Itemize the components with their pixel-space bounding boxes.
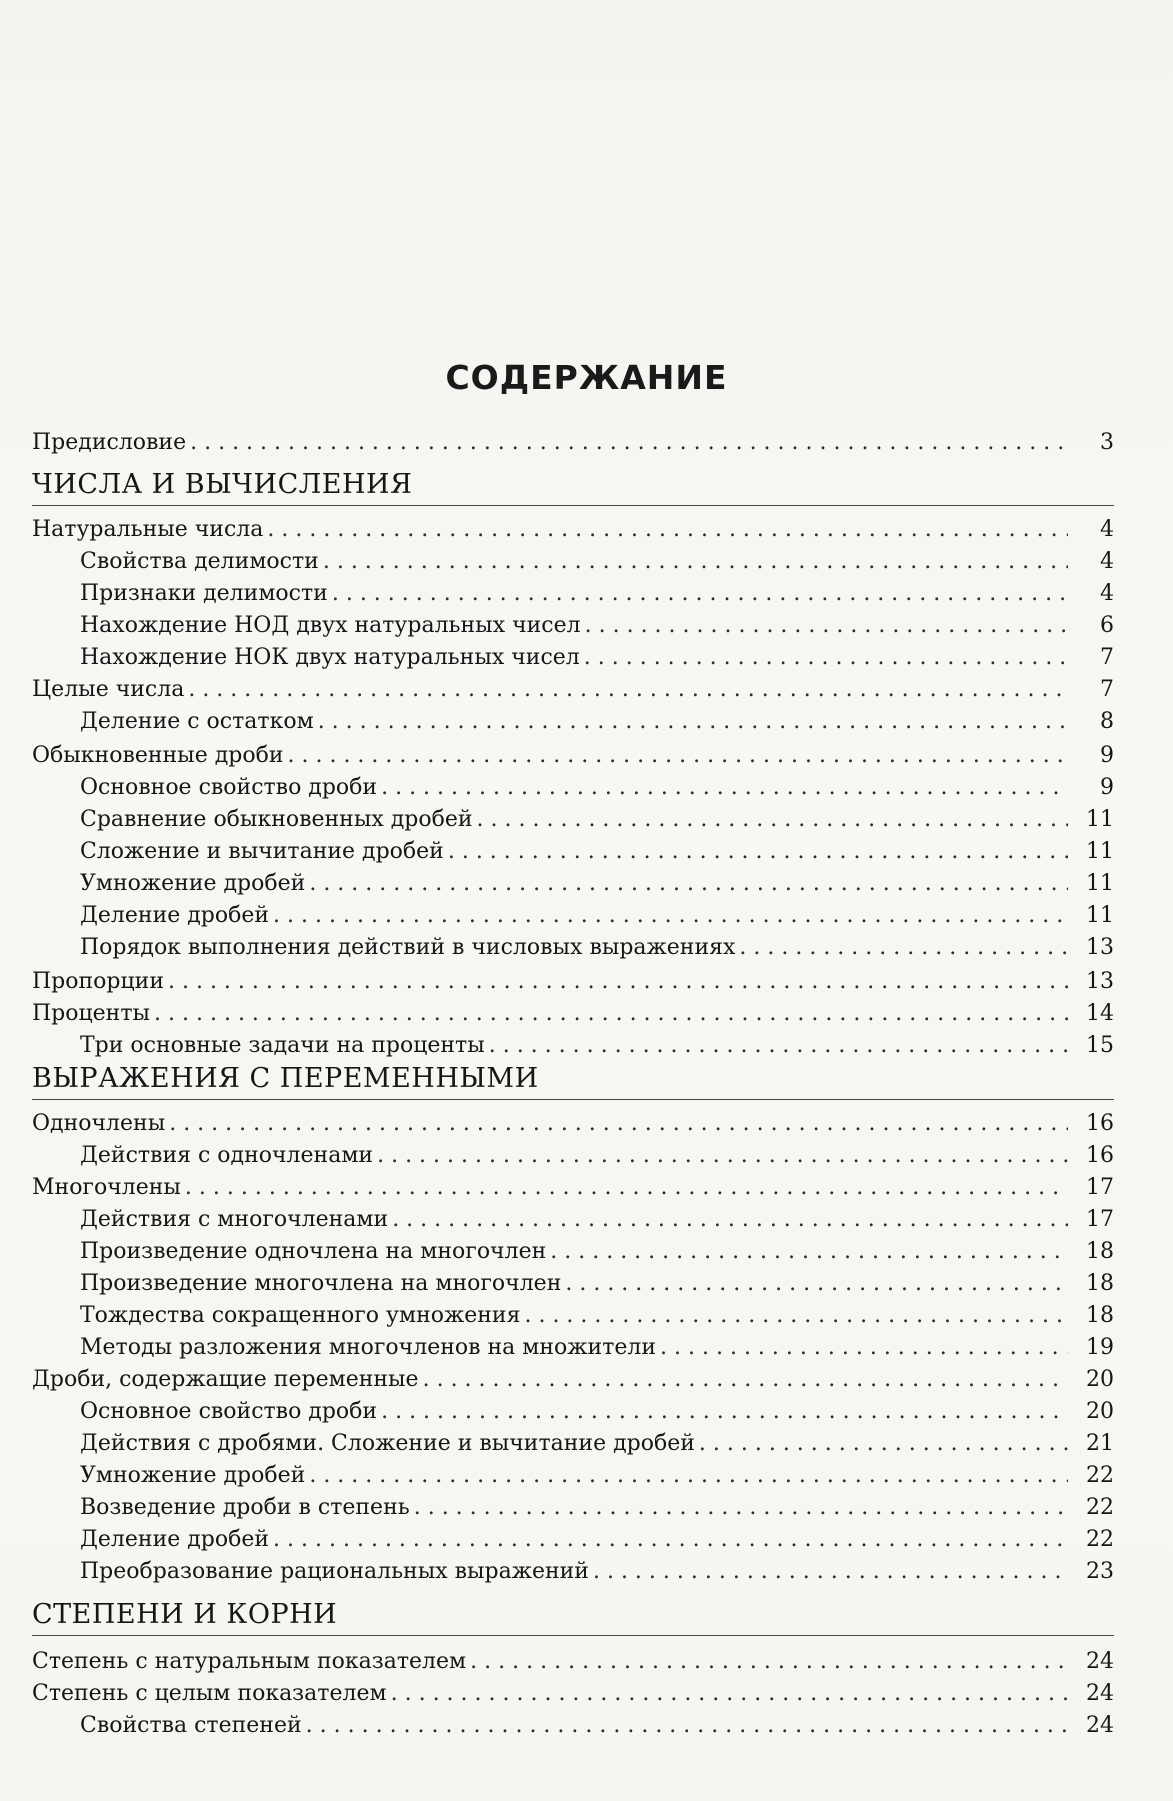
toc-entry-label: Умножение дробей [80,1463,306,1488]
section-divider [32,505,1114,506]
dot-leader [168,966,1068,998]
toc-entry[interactable] [80,772,1114,804]
toc-entry-label: Целые числа [32,677,185,702]
toc-entry-label: Деление с остатком [80,709,314,734]
toc-page-number: 13 [1086,969,1114,994]
dot-leader [288,740,1069,772]
toc-page-number: 13 [1086,935,1114,960]
toc-entry[interactable] [32,1172,1114,1204]
toc-page-number: 6 [1100,613,1114,638]
toc-entry-label: Действия с дробями. Сложение и вычитание дробей [80,1431,695,1456]
dot-leader [190,427,1068,459]
toc-entry[interactable] [80,1556,1114,1588]
dot-leader [584,642,1068,674]
toc-entry[interactable] [32,1108,1114,1140]
toc-entry-label: Методы разложения многочленов на множители [80,1335,657,1360]
toc-page-number: 3 [1100,430,1114,455]
toc-entry-label: Действия с многочленами [80,1207,389,1232]
toc-page-number: 24 [1086,1649,1114,1674]
toc-entry-label: Сложение и вычитание дробей [80,839,444,864]
section-heading: ЧИСЛА И ВЫЧИСЛЕНИЯ [32,469,413,500]
toc-entry[interactable] [32,998,1114,1030]
toc-page-number: 24 [1086,1713,1114,1738]
toc-page-number: 7 [1100,645,1114,670]
dot-leader [423,1364,1068,1396]
toc-page-number: 18 [1086,1303,1114,1328]
toc-entry[interactable] [80,578,1114,610]
toc-entry[interactable] [80,1332,1114,1364]
toc-entry-label: Свойства делимости [80,549,319,574]
dot-leader [267,514,1068,546]
toc-entry[interactable] [80,1030,1114,1062]
dot-leader [188,674,1068,706]
toc-entry-label: Степень с натуральным показателем [32,1649,467,1674]
toc-page-number: 19 [1086,1335,1114,1360]
toc-page-number: 21 [1086,1431,1114,1456]
dot-leader [414,1492,1068,1524]
toc-page-number: 18 [1086,1239,1114,1264]
toc-entry[interactable] [80,1396,1114,1428]
section-divider [32,1635,1114,1636]
toc-page-number: 22 [1086,1527,1114,1552]
toc-entry[interactable] [80,642,1114,674]
dot-leader [169,1108,1068,1140]
dot-leader [391,1678,1068,1710]
toc-entry-label: Тождества сокращенного умножения [80,1303,521,1328]
toc-entry[interactable] [80,1492,1114,1524]
toc-entry-label: Свойства степеней [80,1713,302,1738]
toc-page-number: 14 [1086,1001,1114,1026]
toc-entry-label: Умножение дробей [80,871,306,896]
toc-entry[interactable] [32,427,1114,459]
toc-entry-label: Три основные задачи на проценты [80,1033,485,1058]
toc-entry-label: Произведение одночлена на многочлен [80,1239,547,1264]
toc-entry-label: Признаки делимости [80,581,328,606]
toc-entry[interactable] [80,706,1114,738]
section-heading: СТЕПЕНИ И КОРНИ [32,1599,338,1630]
toc-entry[interactable] [80,804,1114,836]
toc-entry-label: Многочлены [32,1175,181,1200]
dot-leader [273,900,1068,932]
toc-page-number: 17 [1086,1207,1114,1232]
toc-page-number: 17 [1086,1175,1114,1200]
toc-page-number: 9 [1100,743,1114,768]
toc-entry[interactable] [80,1460,1114,1492]
toc-page-number: 4 [1100,517,1114,542]
page-title: СОДЕРЖАНИЕ [445,358,728,397]
toc-entry-label: Предисловие [32,430,187,455]
toc-page-number: 23 [1086,1559,1114,1584]
dot-leader [323,546,1068,578]
toc-page-number: 16 [1086,1143,1114,1168]
toc-entry-label: Нахождение НОД двух натуральных чисел [80,613,581,638]
toc-page-number: 22 [1086,1463,1114,1488]
toc-page-number: 22 [1086,1495,1114,1520]
toc-page-number: 4 [1100,581,1114,606]
toc-entry[interactable] [32,514,1114,546]
dot-leader [392,1204,1068,1236]
dot-leader [306,1710,1068,1742]
toc-entry[interactable] [80,1710,1114,1742]
section-heading: ВЫРАЖЕНИЯ С ПЕРЕМЕННЫМИ [32,1063,539,1094]
toc-entry-label: Нахождение НОК двух натуральных чисел [80,645,580,670]
toc-page-number: 8 [1100,709,1114,734]
dot-leader [318,706,1068,738]
toc-entry[interactable] [32,674,1114,706]
toc-entry-label: Порядок выполнения действий в числовых выражениях [80,935,736,960]
toc-entry[interactable] [80,1268,1114,1300]
dot-leader [154,998,1068,1030]
toc-page-number: 9 [1100,775,1114,800]
toc-entry-label: Обыкновенные дроби [32,743,284,768]
toc-entry[interactable] [32,740,1114,772]
dot-leader [550,1236,1068,1268]
dot-leader [273,1524,1068,1556]
toc-page-number: 4 [1100,549,1114,574]
toc-entry[interactable] [80,836,1114,868]
dot-leader [660,1332,1068,1364]
toc-page-number: 11 [1086,871,1114,896]
toc-entry[interactable] [32,1364,1114,1396]
toc-page-number: 15 [1086,1033,1114,1058]
toc-entry[interactable] [32,1678,1114,1710]
toc-entry-label: Сравнение обыкновенных дробей [80,807,473,832]
section-divider [32,1099,1114,1100]
toc-entry[interactable] [80,900,1114,932]
dot-leader [377,1140,1068,1172]
toc-page-number: 11 [1086,839,1114,864]
toc-entry[interactable] [80,1524,1114,1556]
toc-entry[interactable] [80,1204,1114,1236]
toc-page-number: 24 [1086,1681,1114,1706]
toc-entry-label: Действия с одночленами [80,1143,374,1168]
toc-entry-label: Произведение многочлена на многочлен [80,1271,562,1296]
toc-entry[interactable] [80,1140,1114,1172]
toc-entry-label: Дроби, содержащие переменные [32,1367,419,1392]
dot-leader [448,836,1068,868]
dot-leader [470,1646,1068,1678]
toc-page-number: 20 [1086,1399,1114,1424]
toc-entry[interactable] [80,546,1114,578]
dot-leader [565,1268,1068,1300]
toc-page-number: 18 [1086,1271,1114,1296]
toc-entry-label: Пропорции [32,969,164,994]
toc-entry-label: Деление дробей [80,903,270,928]
dot-leader [381,772,1068,804]
toc-page-number: 20 [1086,1367,1114,1392]
toc-entry[interactable] [80,868,1114,900]
dot-leader [309,1460,1068,1492]
toc-entry-label: Основное свойство дроби [80,1399,378,1424]
toc-entry-label: Степень с целым показателем [32,1681,387,1706]
dot-leader [381,1396,1068,1428]
toc-entry[interactable] [32,1646,1114,1678]
toc-entry-label: Преобразование рациональных выражений [80,1559,589,1584]
toc-entry[interactable] [80,1236,1114,1268]
toc-entry-label: Натуральные числа [32,517,264,542]
dot-leader [699,1428,1068,1460]
toc-entry[interactable] [80,932,1114,964]
dot-leader [309,868,1068,900]
toc-page-number: 7 [1100,677,1114,702]
toc-entry-label: Проценты [32,1001,151,1026]
toc-entry-label: Деление дробей [80,1527,270,1552]
toc-entry-label: Одночлены [32,1111,166,1136]
toc-page-number: 11 [1086,903,1114,928]
dot-leader [593,1556,1068,1588]
dot-leader [739,932,1068,964]
toc-entry[interactable] [80,1300,1114,1332]
dot-leader [524,1300,1068,1332]
toc-entry-label: Возведение дроби в степень [80,1495,410,1520]
dot-leader [489,1030,1068,1062]
dot-leader [585,610,1068,642]
toc-entry[interactable] [32,966,1114,998]
toc-entry[interactable] [80,610,1114,642]
dot-leader [332,578,1068,610]
dot-leader [185,1172,1068,1204]
toc-page-number: 16 [1086,1111,1114,1136]
toc-page-number: 11 [1086,807,1114,832]
toc-entry[interactable] [80,1428,1114,1460]
dot-leader [477,804,1068,836]
toc-entry-label: Основное свойство дроби [80,775,378,800]
